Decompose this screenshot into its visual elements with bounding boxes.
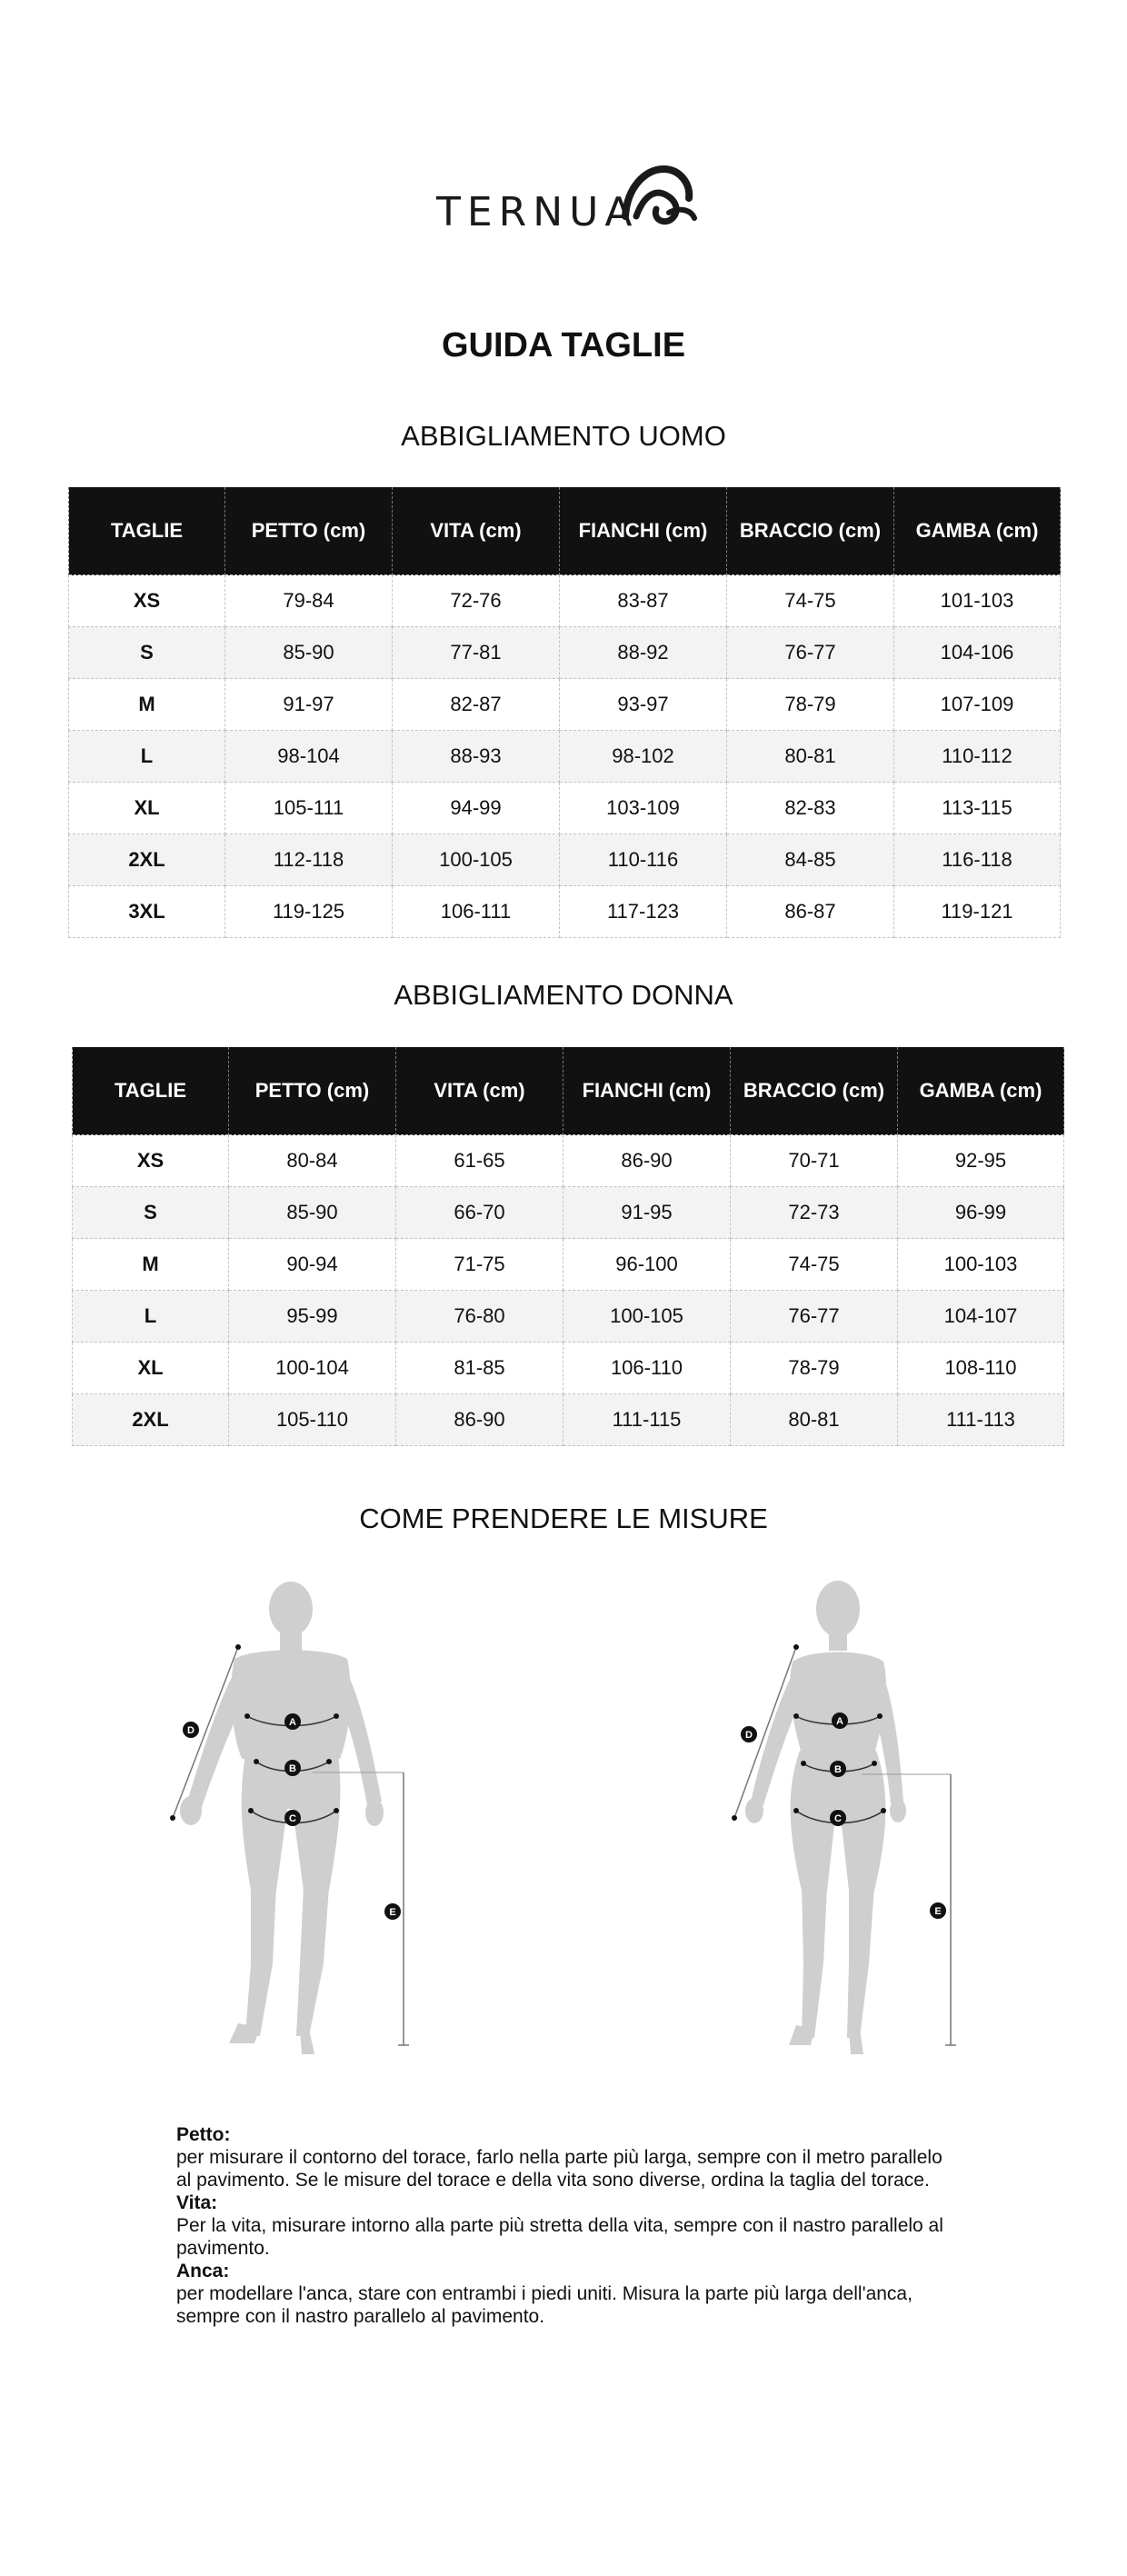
measurement-cell: 119-125	[225, 886, 393, 938]
measurement-cell: 78-79	[727, 679, 894, 731]
measurement-cell: 119-121	[894, 886, 1061, 938]
measurement-cell: 98-104	[225, 731, 393, 783]
measurement-cell: 61-65	[396, 1135, 564, 1187]
measurement-cell: 66-70	[396, 1187, 564, 1239]
svg-text:C: C	[834, 1813, 842, 1824]
measurement-cell: 80-81	[727, 731, 894, 783]
measurement-cell: 82-87	[393, 679, 560, 731]
male-body-silhouette-icon	[170, 1582, 409, 2054]
marker-c	[284, 1810, 301, 1826]
marker-e	[930, 1902, 946, 1919]
marker-a	[284, 1713, 301, 1730]
men-section-heading: ABBIGLIAMENTO UOMO	[401, 420, 726, 452]
measurement-cell: 72-73	[731, 1187, 898, 1239]
column-header: FIANCHI (cm)	[564, 1047, 731, 1135]
measurement-cell: 110-112	[894, 731, 1061, 783]
marker-b	[284, 1760, 301, 1776]
svg-text:D: D	[187, 1725, 194, 1736]
measurement-cell: 110-116	[560, 834, 727, 886]
table-row	[73, 1187, 1064, 1239]
measurement-cell: 80-84	[229, 1135, 396, 1187]
measurement-cell: 84-85	[727, 834, 894, 886]
measurement-cell: 71-75	[396, 1239, 564, 1291]
measurement-cell: 72-76	[393, 575, 560, 627]
measurement-cell: 100-103	[898, 1239, 1064, 1291]
measurement-cell: 111-115	[564, 1394, 731, 1446]
column-header: PETTO (cm)	[229, 1047, 396, 1135]
page-title: GUIDA TAGLIE	[441, 326, 686, 364]
measurement-cell: 104-107	[898, 1291, 1064, 1343]
size-cell: M	[73, 1239, 229, 1291]
measurement-notes	[176, 2123, 958, 2328]
size-cell: L	[73, 1291, 229, 1343]
table-row	[69, 783, 1061, 834]
column-header: TAGLIE	[73, 1047, 229, 1135]
table-row	[73, 1343, 1064, 1394]
svg-text:E: E	[389, 1907, 396, 1918]
measurement-cell: 91-95	[564, 1187, 731, 1239]
measurement-cell: 96-99	[898, 1187, 1064, 1239]
measurement-cell: 86-87	[727, 886, 894, 938]
measurement-cell: 93-97	[560, 679, 727, 731]
measurement-cell: 94-99	[393, 783, 560, 834]
measurement-cell: 107-109	[894, 679, 1061, 731]
svg-text:B: B	[834, 1764, 842, 1775]
column-header: BRACCIO (cm)	[731, 1047, 898, 1135]
measurement-cell: 74-75	[731, 1239, 898, 1291]
column-header: FIANCHI (cm)	[560, 487, 727, 575]
table-row	[73, 1135, 1064, 1187]
measurement-cell: 74-75	[727, 575, 894, 627]
measurement-cell: 96-100	[564, 1239, 731, 1291]
svg-text:E: E	[934, 1906, 942, 1917]
measurement-cell: 106-111	[393, 886, 560, 938]
brand-name: TERNUA	[436, 189, 639, 235]
measurement-cell: 80-81	[731, 1394, 898, 1446]
size-cell: M	[69, 679, 225, 731]
note-term: Vita:	[176, 2192, 218, 2213]
svg-text:C: C	[289, 1813, 296, 1824]
measurement-cell: 78-79	[731, 1343, 898, 1394]
measurement-cell: 95-99	[229, 1291, 396, 1343]
svg-text:A: A	[289, 1717, 296, 1728]
measurement-cell: 98-102	[560, 731, 727, 783]
measurement-cell: 86-90	[396, 1394, 564, 1446]
measure-section-heading: COME PRENDERE LE MISURE	[359, 1503, 768, 1534]
measurement-cell: 76-77	[731, 1291, 898, 1343]
table-row	[69, 886, 1061, 938]
size-cell: XL	[69, 783, 225, 834]
column-header: GAMBA (cm)	[898, 1047, 1064, 1135]
svg-text:D: D	[745, 1730, 753, 1741]
measurement-cell: 101-103	[894, 575, 1061, 627]
marker-a	[832, 1712, 848, 1729]
svg-text:B: B	[289, 1763, 296, 1774]
measurement-cell: 116-118	[894, 834, 1061, 886]
women-size-table	[72, 1047, 1064, 1446]
measurement-cell: 104-106	[894, 627, 1061, 679]
size-cell: S	[69, 627, 225, 679]
female-body-silhouette-icon	[732, 1581, 956, 2054]
marker-d	[741, 1726, 757, 1742]
measurement-cell: 86-90	[564, 1135, 731, 1187]
column-header: PETTO (cm)	[225, 487, 393, 575]
note-text: per modellare l'anca, stare con entrambi i piedi uniti. Misura la parte più larga dell'anca, sempre con il nastro parallelo al pavimento.	[176, 2283, 913, 2327]
measurement-cell: 105-110	[229, 1394, 396, 1446]
measurement-cell: 83-87	[560, 575, 727, 627]
marker-b	[830, 1761, 846, 1777]
measurement-cell: 111-113	[898, 1394, 1064, 1446]
table-row	[69, 731, 1061, 783]
size-cell: 3XL	[69, 886, 225, 938]
column-header: BRACCIO (cm)	[727, 487, 894, 575]
measurement-cell: 81-85	[396, 1343, 564, 1394]
measurement-cell: 88-92	[560, 627, 727, 679]
note-text: per misurare il contorno del torace, farlo nella parte più larga, sempre con il metro parallelo al pavimento. Se le misure del torace e della vita sono diverse, ordina la taglia del torace.	[176, 2147, 942, 2191]
measurement-cell: 100-105	[564, 1291, 731, 1343]
measurement-figures	[0, 1563, 1127, 2072]
measurement-cell: 82-83	[727, 783, 894, 834]
measurement-cell: 112-118	[225, 834, 393, 886]
measurement-cell: 88-93	[393, 731, 560, 783]
table-row	[69, 575, 1061, 627]
measurement-cell: 105-111	[225, 783, 393, 834]
table-row	[69, 627, 1061, 679]
measurement-cell: 100-104	[229, 1343, 396, 1394]
measurement-cell: 117-123	[560, 886, 727, 938]
table-row	[73, 1394, 1064, 1446]
ternua-mountain-mark-icon	[616, 153, 698, 235]
table-header-row	[73, 1047, 1064, 1135]
measurement-cell: 108-110	[898, 1343, 1064, 1394]
note-term: Petto:	[176, 2124, 231, 2145]
size-cell: XS	[69, 575, 225, 627]
table-row	[73, 1239, 1064, 1291]
women-section-heading: ABBIGLIAMENTO DONNA	[394, 979, 733, 1011]
measurement-cell: 91-97	[225, 679, 393, 731]
table-row	[69, 679, 1061, 731]
men-size-table	[68, 487, 1061, 938]
measurement-cell: 85-90	[229, 1187, 396, 1239]
measurement-cell: 113-115	[894, 783, 1061, 834]
marker-d	[183, 1722, 199, 1738]
marker-c	[830, 1810, 846, 1826]
column-header: VITA (cm)	[393, 487, 560, 575]
size-cell: S	[73, 1187, 229, 1239]
size-cell: L	[69, 731, 225, 783]
size-cell: XL	[73, 1343, 229, 1394]
measurement-cell: 79-84	[225, 575, 393, 627]
note-term: Anca:	[176, 2261, 230, 2281]
size-cell: XS	[73, 1135, 229, 1187]
measurement-cell: 100-105	[393, 834, 560, 886]
marker-e	[384, 1903, 401, 1920]
column-header: GAMBA (cm)	[894, 487, 1061, 575]
size-cell: 2XL	[73, 1394, 229, 1446]
note-text: Per la vita, misurare intorno alla parte più stretta della vita, sempre con il nastro parallelo al pavimento.	[176, 2215, 943, 2259]
measurement-cell: 76-77	[727, 627, 894, 679]
table-row	[69, 834, 1061, 886]
measurement-cell: 90-94	[229, 1239, 396, 1291]
table-row	[73, 1291, 1064, 1343]
size-cell: 2XL	[69, 834, 225, 886]
column-header: TAGLIE	[69, 487, 225, 575]
measurement-cell: 70-71	[731, 1135, 898, 1187]
measurement-cell: 77-81	[393, 627, 560, 679]
brand-logo	[436, 153, 695, 236]
svg-text:A: A	[836, 1716, 843, 1727]
measurement-cell: 92-95	[898, 1135, 1064, 1187]
table-header-row	[69, 487, 1061, 575]
measurement-cell: 103-109	[560, 783, 727, 834]
measurement-cell: 85-90	[225, 627, 393, 679]
column-header: VITA (cm)	[396, 1047, 564, 1135]
measurement-cell: 76-80	[396, 1291, 564, 1343]
measurement-cell: 106-110	[564, 1343, 731, 1394]
